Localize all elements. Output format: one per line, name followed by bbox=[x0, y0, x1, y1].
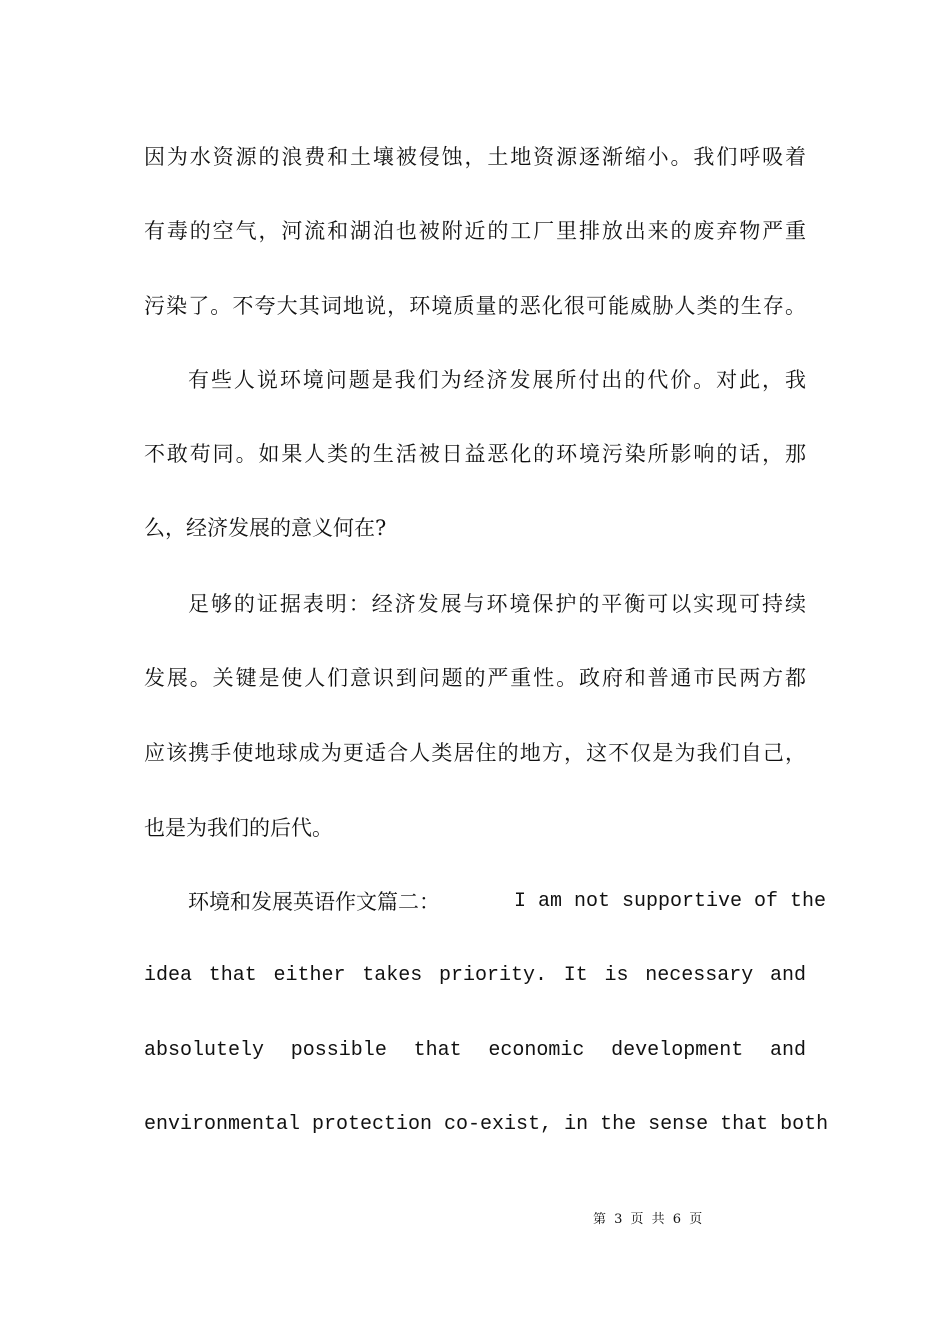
paragraph-line: absolutely possible that economic development and bbox=[144, 1039, 806, 1062]
paragraph-line: idea that either takes priority. It is necessary and bbox=[144, 964, 806, 987]
paragraph-line: 不敢苟同。如果人类的生活被日益恶化的环境污染所影响的话，那 bbox=[144, 442, 806, 466]
paragraph-line: 有些人说环境问题是我们为经济发展所付出的代价。对此，我 bbox=[188, 368, 806, 392]
paragraph-line: 应该携手使地球成为更适合人类居住的地方，这不仅是为我们自己， bbox=[144, 741, 806, 765]
paragraph-line: 么，经济发展的意义何在? bbox=[144, 516, 387, 540]
paragraph-line: 也是为我们的后代。 bbox=[144, 816, 333, 840]
paragraph-line: 污染了。不夸大其词地说，环境质量的恶化很可能威胁人类的生存。 bbox=[144, 294, 806, 318]
paragraph-line: 有毒的空气，河流和湖泊也被附近的工厂里排放出来的废弃物严重 bbox=[144, 219, 806, 243]
paragraph-line: environmental protection co-exist, in the sense that both bbox=[144, 1113, 829, 1136]
paragraph-line: I am not supportive of the bbox=[514, 890, 827, 913]
section-heading: 环境和发展英语作文篇二： bbox=[188, 890, 440, 914]
paragraph-line: 发展。关键是使人们意识到问题的严重性。政府和普通市民两方都 bbox=[144, 666, 806, 690]
paragraph-line: 足够的证据表明：经济发展与环境保护的平衡可以实现可持续 bbox=[188, 592, 806, 616]
paragraph-line: 因为水资源的浪费和土壤被侵蚀，土地资源逐渐缩小。我们呼吸着 bbox=[144, 145, 806, 169]
page-number: 第 3 页 共 6 页 bbox=[593, 1212, 703, 1227]
